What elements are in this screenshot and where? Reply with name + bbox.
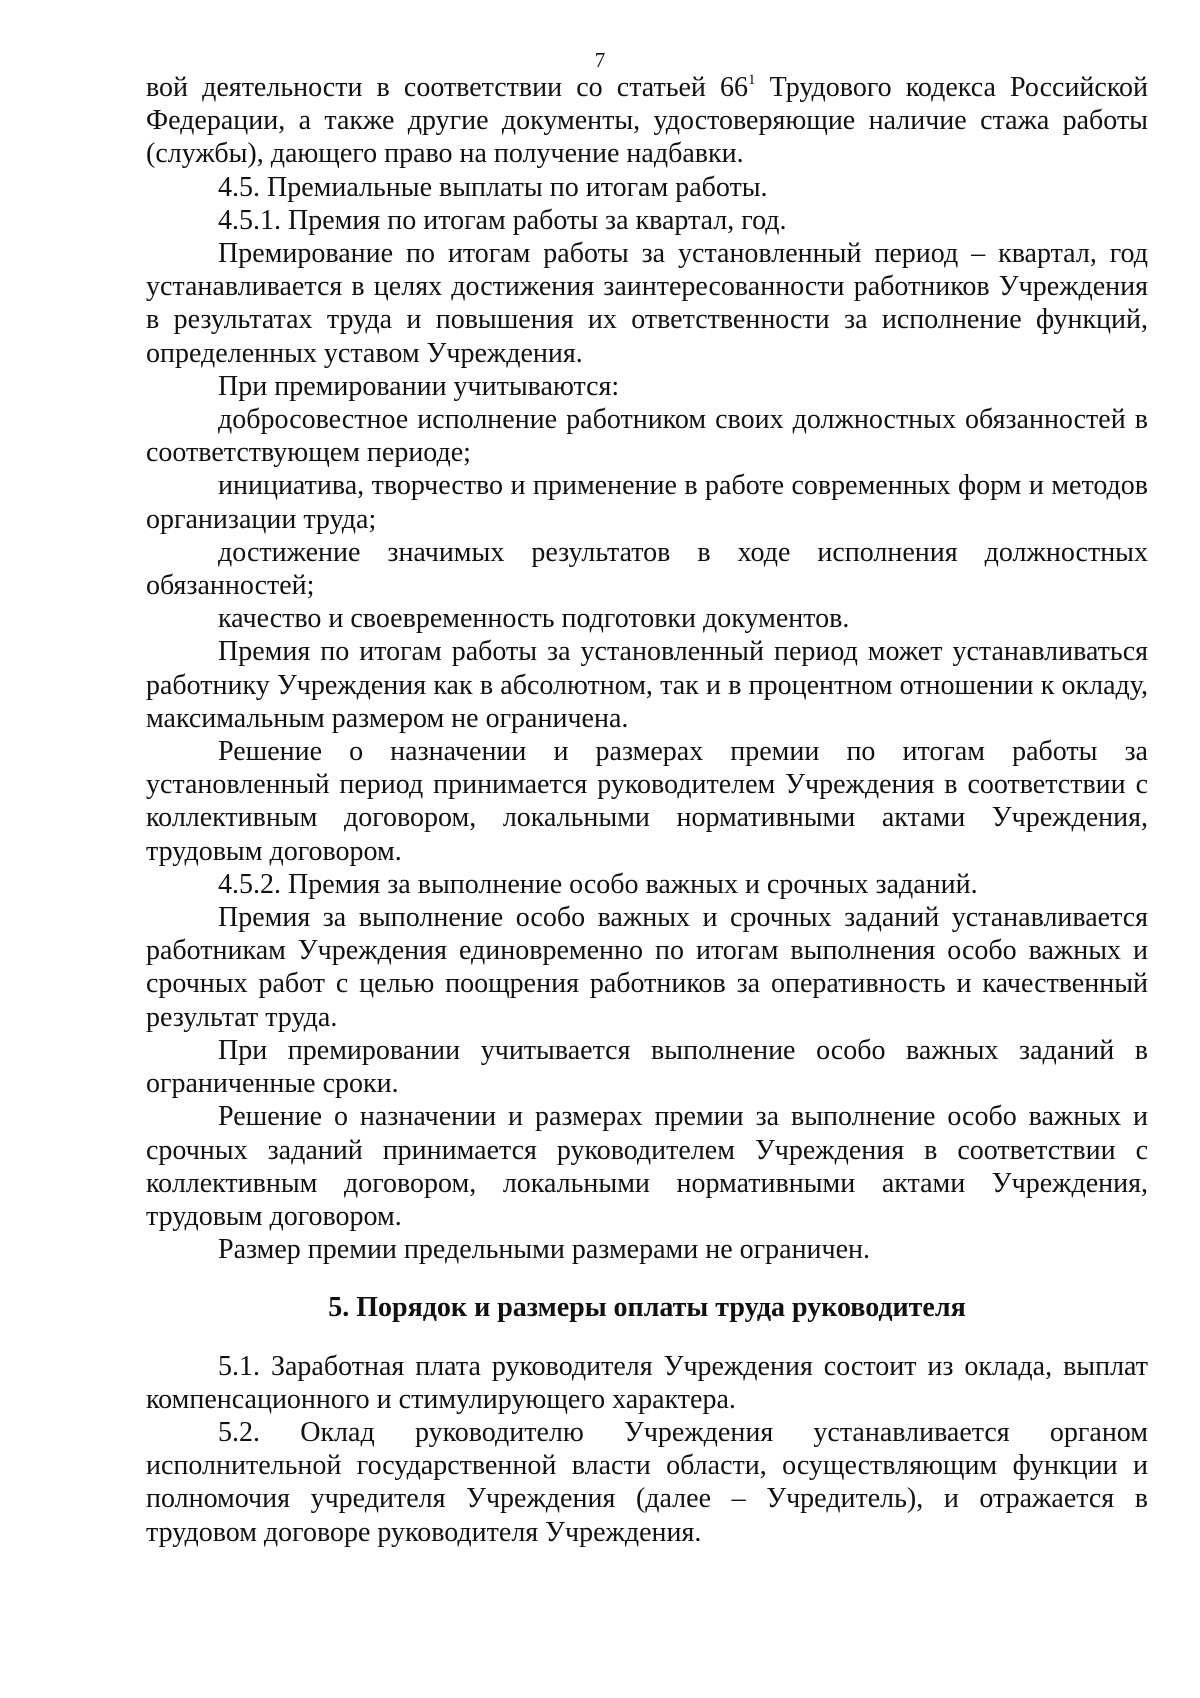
page-number: 7 — [594, 48, 606, 72]
paragraph: Размер премии предельными размерами не ограничен. — [218, 1234, 871, 1266]
list-item: качество и своевременность подготовки документов. — [218, 603, 850, 635]
paragraph-continued — [146, 71, 1148, 171]
paragraph: Решение о назначении и размерах премии по итогам работы за установленный период принимается руководителем Учреждения в соответствии с коллективным договором, локальными нормативными актами Учреждения, трудовым договором. — [146, 736, 1148, 867]
section-4-5-1-title: 4.5.1. Премия по итогам работы за квартал, год. — [218, 204, 787, 236]
paragraph: 5.2. Оклад руководителю Учреждения устанавливается органом исполнительной государственной власти области, осуществляющим функции и полномочия учредителя Учреждения (далее – Учредитель), и отражается в трудовом договоре руководителя Учреждения. — [146, 1416, 1148, 1548]
section-5-heading: 5. Порядок и размеры оплаты труда руководителя — [328, 1292, 966, 1324]
list-item: инициатива, творчество и применение в работе современных форм и методов организации труда; — [146, 470, 1148, 535]
paragraph: Премия по итогам работы за установленный период может устанавливаться работнику Учреждения как в абсолютном, так и в процентном отношении к окладу, максимальным размером не ограничена. — [146, 636, 1148, 734]
superscript: 1 — [748, 71, 756, 88]
list-item: добросовестное исполнение работником своих должностных обязанностей в соответствующем периоде; — [146, 404, 1148, 469]
paragraph-text: Трудового кодекса Российской Федерации, а также другие документы, удостоверяющие наличие стажа работы (службы), дающего право на получение надбавки. — [146, 72, 1149, 170]
paragraph: Премирование по итогам работы за установленный период – квартал, год устанавливается в целях достижения заинтересованности работников Учреждения в результатах труда и повышения их ответственности за исполнение функций, определенных уставом Учреждения. — [146, 238, 1148, 369]
paragraph-text: вой деятельности в соответствии со статьей 66 — [146, 72, 749, 103]
paragraph: 5.1. Заработная плата руководителя Учреждения состоит из оклада, выплат компенсационного и стимулирующего характера. — [146, 1350, 1148, 1415]
paragraph: Премия за выполнение особо важных и срочных заданий устанавливается работникам Учреждения единовременно по итогам выполнения особо важных и срочных работ с целью поощрения работников за оперативность и качественный результат труда. — [146, 902, 1148, 1033]
section-4-5-title: 4.5. Премиальные выплаты по итогам работы. — [218, 171, 768, 203]
section-4-5-2-title: 4.5.2. Премия за выполнение особо важных и срочных заданий. — [218, 868, 978, 900]
paragraph: При премировании учитывается выполнение особо важных заданий в ограниченные сроки. — [146, 1034, 1148, 1100]
paragraph: Решение о назначении и размерах премии за выполнение особо важных и срочных заданий принимается руководителем Учреждения в соответствии с коллективным договором, локальными нормативными актами Учреждения, трудовым договором. — [146, 1101, 1148, 1232]
document-body — [146, 71, 1148, 1549]
paragraph: При премировании учитываются: — [218, 370, 620, 402]
list-item: достижение значимых результатов в ходе исполнения должностных обязанностей; — [146, 536, 1148, 602]
